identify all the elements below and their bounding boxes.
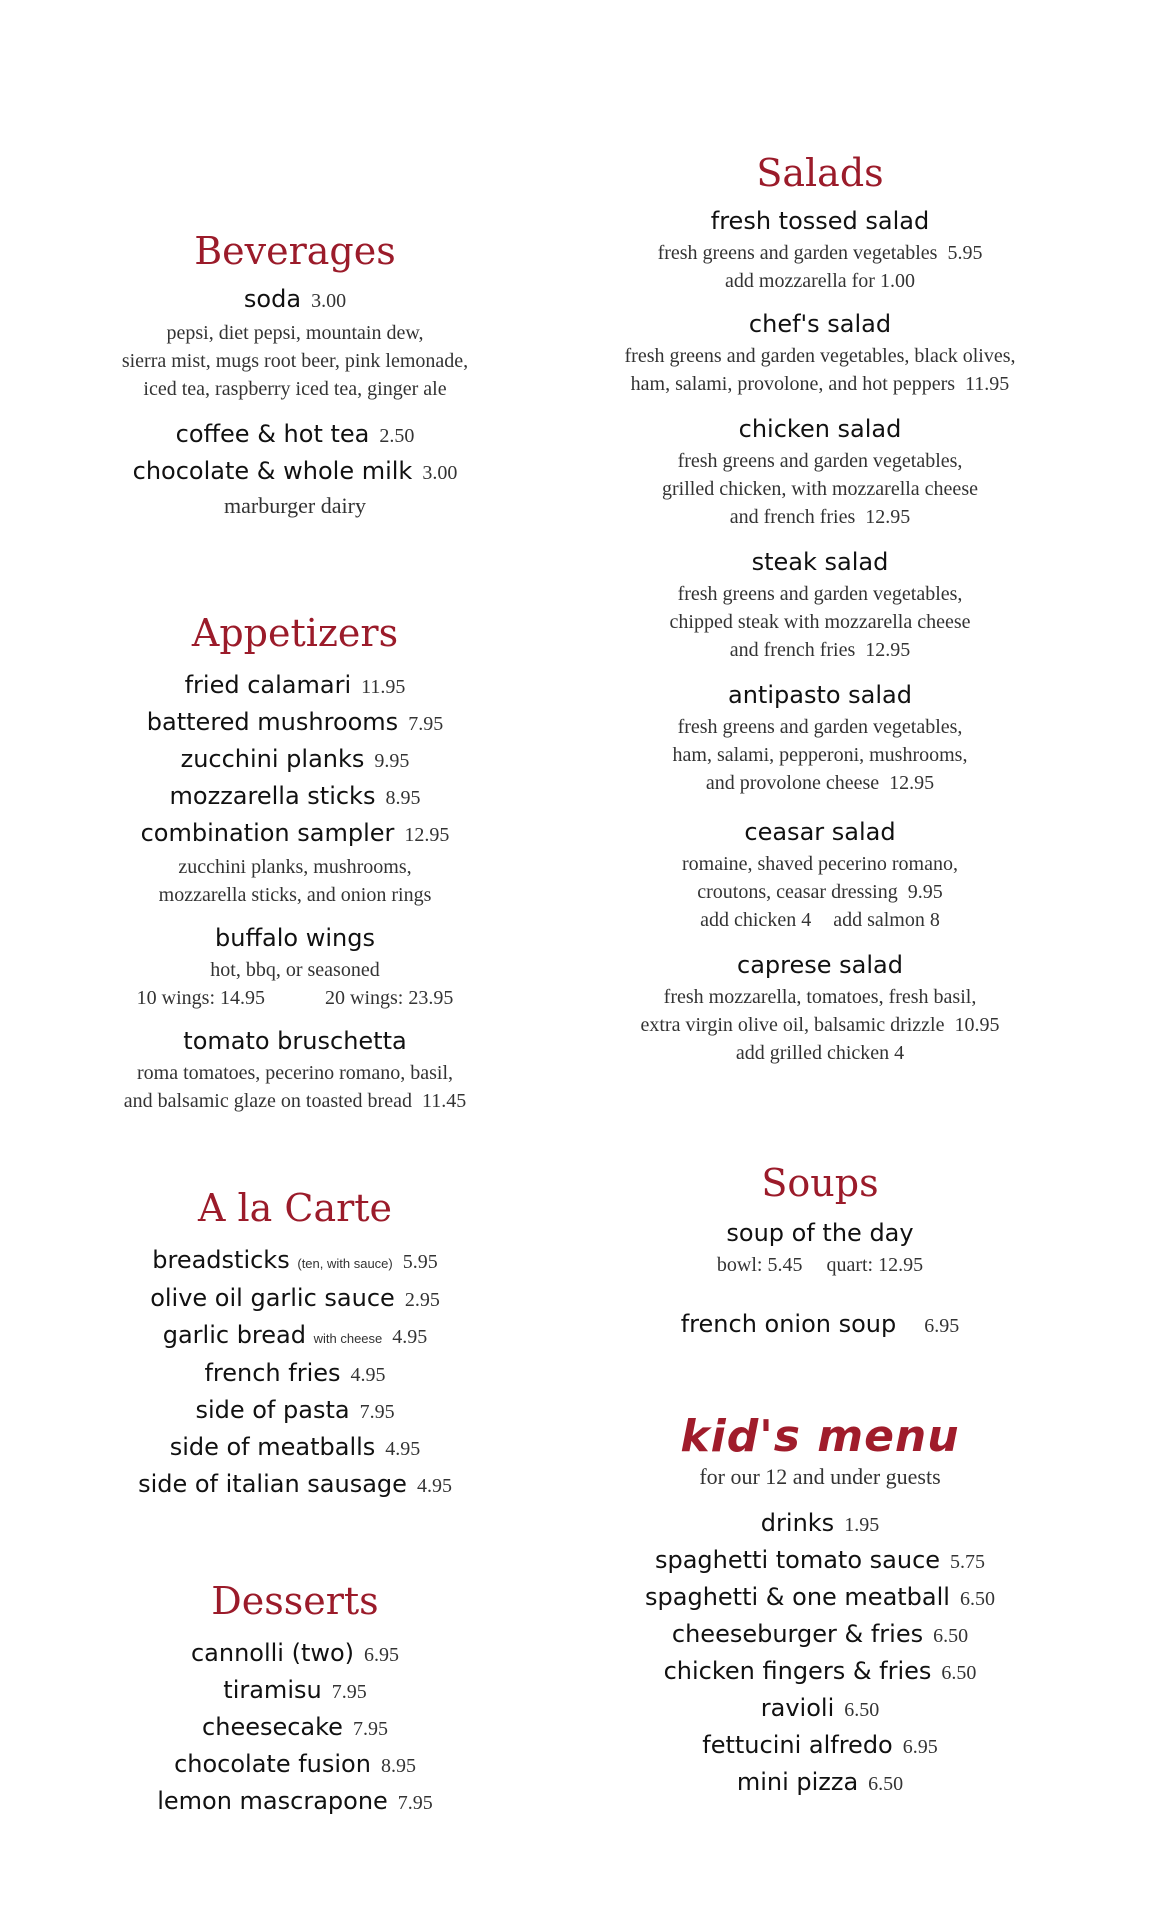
item-name: chef's salad bbox=[748, 310, 892, 338]
item-prices bbox=[40, 984, 550, 1012]
menu-item bbox=[570, 1765, 1070, 1802]
item-name: spaghetti tomato sauce bbox=[654, 1546, 941, 1574]
item-description: mozzarella sticks, and onion rings bbox=[158, 884, 432, 906]
item-description-text: fresh greens and garden vegetables bbox=[657, 242, 938, 264]
menu-item-antipasto-salad bbox=[570, 678, 1070, 713]
menu-item bbox=[40, 1430, 550, 1467]
item-name: buffalo wings bbox=[215, 924, 375, 952]
item-price: 3.00 bbox=[311, 290, 347, 312]
item-name: side of italian sausage bbox=[138, 1470, 407, 1498]
item-name: chocolate & whole milk bbox=[132, 457, 413, 485]
item-price: 2.95 bbox=[404, 1289, 440, 1311]
item-price: 12.95 bbox=[865, 506, 911, 528]
addon-salmon: add salmon 8 bbox=[833, 909, 940, 931]
menu-item bbox=[570, 1654, 1070, 1691]
item-description bbox=[40, 1087, 550, 1115]
item-price: 2.50 bbox=[379, 425, 415, 447]
menu-item bbox=[40, 1243, 550, 1281]
item-name: tiramisu bbox=[223, 1676, 322, 1704]
menu-item bbox=[40, 668, 550, 705]
menu-item bbox=[570, 1506, 1070, 1543]
item-price: 1.95 bbox=[844, 1514, 880, 1536]
item-name: chicken fingers & fries bbox=[663, 1657, 932, 1685]
item-name: fried calamari bbox=[184, 671, 352, 699]
menu-item-wings bbox=[40, 921, 550, 956]
item-description: add mozzarella for 1.00 bbox=[725, 270, 915, 292]
item-name: antipasto salad bbox=[728, 681, 912, 709]
item-description: fresh greens and garden vegetables, bbox=[677, 450, 963, 472]
item-price: 6.50 bbox=[959, 1588, 995, 1610]
item-name: cannolli (two) bbox=[190, 1639, 355, 1667]
item-price: 3.00 bbox=[422, 462, 458, 484]
item-price: 9.95 bbox=[907, 881, 943, 903]
item-note: with cheese bbox=[313, 1331, 383, 1346]
item-description: fresh greens and garden vegetables, bbox=[677, 583, 963, 605]
item-price: 6.50 bbox=[933, 1625, 969, 1647]
item-description: marburger dairy bbox=[224, 493, 366, 518]
item-price: 11.45 bbox=[421, 1090, 467, 1112]
item-price: 4.95 bbox=[392, 1326, 428, 1348]
item-price: 6.95 bbox=[924, 1315, 960, 1337]
item-description-text: extra virgin olive oil, balsamic drizzle bbox=[640, 1014, 945, 1036]
item-price: 11.95 bbox=[965, 373, 1010, 395]
item-description: fresh mozzarella, tomatoes, fresh basil, bbox=[663, 986, 977, 1008]
menu-item-french-onion-soup bbox=[570, 1307, 1070, 1344]
section-heading-beverages: Beverages bbox=[194, 229, 396, 273]
menu-item-steak-salad bbox=[570, 545, 1070, 580]
item-name: caprese salad bbox=[737, 951, 903, 979]
item-price: 7.95 bbox=[408, 713, 444, 735]
addon-chicken: add chicken 4 bbox=[700, 909, 812, 931]
menu-item bbox=[570, 1728, 1070, 1765]
item-description bbox=[570, 1011, 1070, 1039]
item-description-text: and balsamic glaze on toasted bread bbox=[123, 1090, 412, 1112]
menu-item bbox=[570, 1691, 1070, 1728]
item-price: 7.95 bbox=[331, 1681, 367, 1703]
item-price: 9.95 bbox=[374, 750, 410, 772]
item-name: soup of the day bbox=[726, 1219, 914, 1247]
item-description bbox=[570, 239, 1070, 267]
item-price: 10 wings: 14.95 bbox=[136, 987, 265, 1009]
menu-item bbox=[40, 1784, 550, 1821]
item-addons bbox=[570, 906, 1070, 934]
menu-item bbox=[40, 1710, 550, 1747]
item-price: 7.95 bbox=[397, 1792, 433, 1814]
item-name: soda bbox=[243, 285, 302, 313]
item-price: 4.95 bbox=[416, 1475, 452, 1497]
item-name: french onion soup bbox=[680, 1310, 897, 1338]
item-name: lemon mascrapone bbox=[157, 1787, 388, 1815]
item-price: 5.95 bbox=[947, 242, 983, 264]
item-description-text: ham, salami, provolone, and hot peppers bbox=[630, 373, 956, 395]
salads-section bbox=[570, 150, 1070, 1067]
menu-item bbox=[40, 1467, 550, 1504]
menu-item-ceasar-salad bbox=[570, 815, 1070, 850]
appetizers-section bbox=[40, 610, 550, 1115]
item-name: battered mushrooms bbox=[146, 708, 399, 736]
menu-item-chicken-salad bbox=[570, 412, 1070, 447]
menu-item-bruschetta bbox=[40, 1024, 550, 1059]
item-description: ham, salami, pepperoni, mushrooms, bbox=[672, 744, 968, 766]
item-price: 6.50 bbox=[941, 1662, 977, 1684]
item-description-text: croutons, ceasar dressing bbox=[697, 881, 898, 903]
alacarte-section bbox=[40, 1185, 550, 1504]
menu-item-tossed-salad bbox=[570, 204, 1070, 239]
item-name: mozzarella sticks bbox=[169, 782, 376, 810]
item-name: side of pasta bbox=[195, 1396, 350, 1424]
item-name: chicken salad bbox=[738, 415, 902, 443]
item-prices bbox=[570, 1251, 1070, 1279]
item-description bbox=[570, 636, 1070, 664]
menu-item bbox=[570, 1580, 1070, 1617]
item-description: hot, bbq, or seasoned bbox=[210, 959, 380, 981]
item-price: 6.50 bbox=[844, 1699, 880, 1721]
item-price: 5.95 bbox=[402, 1251, 438, 1273]
item-description-text: and french fries bbox=[729, 506, 856, 528]
desserts-section bbox=[40, 1578, 550, 1821]
section-heading-desserts: Desserts bbox=[211, 1579, 379, 1623]
item-price: 8.95 bbox=[385, 787, 421, 809]
item-price: 11.95 bbox=[361, 676, 406, 698]
item-name: ceasar salad bbox=[744, 818, 896, 846]
menu-item bbox=[570, 1543, 1070, 1580]
kids-subtitle: for our 12 and under guests bbox=[699, 1464, 941, 1489]
item-description: grilled chicken, with mozzarella cheese bbox=[662, 478, 978, 500]
item-description: roma tomatoes, pecerino romano, basil, bbox=[136, 1062, 453, 1084]
menu-item bbox=[40, 742, 550, 779]
item-name: drinks bbox=[760, 1509, 835, 1537]
item-description bbox=[570, 769, 1070, 797]
item-price: 5.75 bbox=[950, 1551, 986, 1573]
item-name: spaghetti & one meatball bbox=[645, 1583, 950, 1611]
item-price: 7.95 bbox=[352, 1718, 388, 1740]
section-heading-kids: kid's menu bbox=[680, 1411, 960, 1462]
menu-item-coffee bbox=[40, 417, 550, 454]
item-description: pepsi, diet pepsi, mountain dew, bbox=[166, 322, 424, 344]
item-description: add grilled chicken 4 bbox=[735, 1042, 905, 1064]
item-description: sierra mist, mugs root beer, pink lemonade, bbox=[121, 350, 469, 372]
item-name: ravioli bbox=[760, 1694, 835, 1722]
item-name: cheeseburger & fries bbox=[671, 1620, 924, 1648]
item-name: mini pizza bbox=[736, 1768, 859, 1796]
item-description: zucchini planks, mushrooms, bbox=[178, 856, 412, 878]
item-name: french fries bbox=[204, 1359, 341, 1387]
item-note: (ten, with sauce) bbox=[297, 1256, 393, 1271]
item-name: fresh tossed salad bbox=[710, 207, 930, 235]
item-description: romaine, shaved pecerino romano, bbox=[681, 853, 958, 875]
menu-item bbox=[40, 1393, 550, 1430]
item-name: combination sampler bbox=[140, 819, 395, 847]
item-name: side of meatballs bbox=[169, 1433, 376, 1461]
item-price: 10.95 bbox=[954, 1014, 1000, 1036]
menu-item-soup-of-day bbox=[570, 1216, 1070, 1251]
menu-item-chefs-salad bbox=[570, 307, 1070, 342]
item-price: 6.95 bbox=[902, 1736, 938, 1758]
item-description-text: and provolone cheese bbox=[705, 772, 880, 794]
item-description: chipped steak with mozzarella cheese bbox=[669, 611, 971, 633]
item-description: fresh greens and garden vegetables, black olives, bbox=[624, 345, 1016, 367]
menu-item bbox=[40, 1318, 550, 1356]
item-name: breadsticks bbox=[152, 1246, 290, 1274]
menu-item bbox=[40, 1281, 550, 1318]
item-price: 4.95 bbox=[385, 1438, 421, 1460]
item-price: 12.95 bbox=[889, 772, 935, 794]
item-price: bowl: 5.45 bbox=[716, 1254, 803, 1276]
item-price: 6.50 bbox=[868, 1773, 904, 1795]
soups-section bbox=[570, 1160, 1070, 1344]
menu-item bbox=[40, 1356, 550, 1393]
section-heading-soups: Soups bbox=[761, 1161, 879, 1205]
item-name: fettucini alfredo bbox=[702, 1731, 893, 1759]
section-heading-appetizers: Appetizers bbox=[191, 611, 399, 655]
beverages-section bbox=[40, 228, 550, 521]
item-price: 12.95 bbox=[865, 639, 911, 661]
item-description-text: and french fries bbox=[729, 639, 856, 661]
menu-item-soda bbox=[40, 282, 550, 319]
menu-item bbox=[570, 1617, 1070, 1654]
menu-item-caprese-salad bbox=[570, 948, 1070, 983]
item-price: 6.95 bbox=[364, 1644, 400, 1666]
item-name: cheesecake bbox=[202, 1713, 343, 1741]
section-heading-salads: Salads bbox=[756, 151, 884, 195]
kids-menu-section bbox=[570, 1412, 1070, 1802]
item-name: coffee & hot tea bbox=[175, 420, 370, 448]
item-price: 7.95 bbox=[359, 1401, 395, 1423]
item-price: 4.95 bbox=[350, 1364, 386, 1386]
item-price: 8.95 bbox=[380, 1755, 416, 1777]
item-description bbox=[570, 370, 1070, 398]
item-description bbox=[570, 503, 1070, 531]
menu-item bbox=[40, 1636, 550, 1673]
section-heading-alacarte: A la Carte bbox=[197, 1186, 393, 1230]
item-price: quart: 12.95 bbox=[826, 1254, 924, 1276]
item-name: olive oil garlic sauce bbox=[150, 1284, 395, 1312]
menu-item bbox=[40, 705, 550, 742]
item-description: iced tea, raspberry iced tea, ginger ale bbox=[143, 378, 447, 400]
menu-item bbox=[40, 1673, 550, 1710]
item-name: tomato bruschetta bbox=[183, 1027, 407, 1055]
menu-item bbox=[40, 779, 550, 816]
item-name: zucchini planks bbox=[180, 745, 365, 773]
item-name: chocolate fusion bbox=[174, 1750, 371, 1778]
menu-item-milk bbox=[40, 454, 550, 491]
menu-item bbox=[40, 816, 550, 853]
item-description bbox=[570, 878, 1070, 906]
menu-item bbox=[40, 1747, 550, 1784]
item-name: garlic bread bbox=[162, 1321, 306, 1349]
item-description: fresh greens and garden vegetables, bbox=[677, 716, 963, 738]
item-price: 20 wings: 23.95 bbox=[325, 987, 454, 1009]
item-name: steak salad bbox=[751, 548, 889, 576]
item-price: 12.95 bbox=[404, 824, 450, 846]
